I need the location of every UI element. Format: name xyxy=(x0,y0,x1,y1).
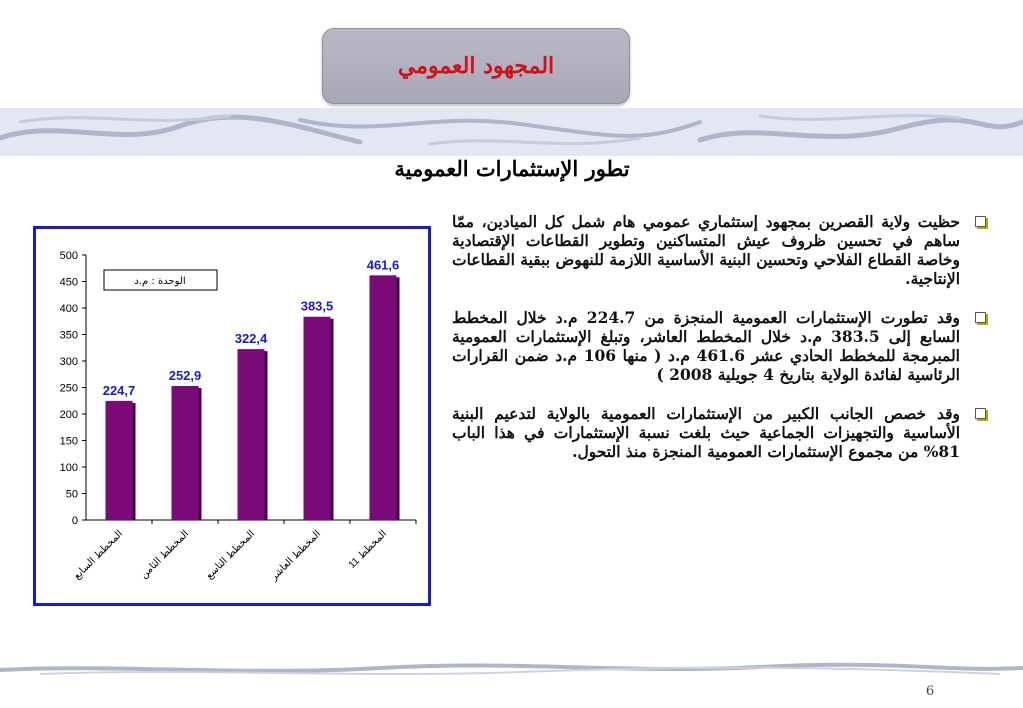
checkbox-bullet-icon xyxy=(975,216,986,227)
bullet-text: وقد خصص الجانب الكبير من الإستثمارات العمومية بالولاية لتدعيم البنية الأساسية والتجهيزات الجماعية حيث بلغت نسبة الإستثمارات في هذا الباب 81% من مجموع الإستثمارات العمومية المنجزة منذ التحول. xyxy=(452,404,960,461)
x-category-label: المخطط العاشر xyxy=(268,528,324,583)
y-tick-label: 350 xyxy=(59,329,78,342)
bar xyxy=(238,349,265,520)
y-tick-label: 500 xyxy=(59,250,78,262)
bar-data-label: 383,5 xyxy=(300,298,334,314)
checkbox-bullet-icon xyxy=(975,408,986,419)
bullet-text: وقد تطورت الإستثمارات العمومية المنجزة من 224.7 م.د خلال المخطط السابع إلى 383.5 م.د خلال المخطط العاشر، وتبلغ الإستثمارات العمومية المبرمجة للمخطط الحادي عشر 461.6 م.د ( منها 106 م.د ضمن القرارات الرئاسية لفائدة الولاية بتاريخ 4 جويلية 2008 ) xyxy=(452,308,960,384)
y-tick-label: 100 xyxy=(59,462,78,474)
x-category-label: المخطط التاسع xyxy=(203,528,258,582)
bullet-item xyxy=(452,212,986,288)
y-tick-label: 200 xyxy=(59,409,78,421)
bar xyxy=(304,317,331,520)
bar xyxy=(106,401,133,520)
decorative-top-band xyxy=(0,108,1023,156)
y-tick-label: 300 xyxy=(59,356,78,368)
bar-data-label: 461,6 xyxy=(366,257,400,273)
y-tick-label: 0 xyxy=(71,515,78,527)
header-title: المجهود العمومي xyxy=(397,53,555,79)
slide-title: تطور الإستثمارات العمومية xyxy=(394,156,630,181)
bullet-text: حظيت ولاية القصرين بمجهود إستثماري عمومي هام شمل كل الميادين، ممّا ساهم في تحسين ظروف عيش المتساكنين وتطوير القطاعات الإقتصادية وخاصة القطاع الفلاحي وتحسين البنية الأساسية اللازمة للنهوض ببقية القطاعات الإنتاجية. xyxy=(452,212,960,288)
x-category-label: المخطط السابع xyxy=(71,528,126,582)
x-category-label: المخطط الثامن xyxy=(138,528,192,581)
header-box xyxy=(322,28,630,104)
y-tick-label: 150 xyxy=(59,435,78,448)
bar xyxy=(370,275,397,520)
bar-chart xyxy=(36,229,428,603)
x-category-label: المخطط 11 xyxy=(346,528,390,571)
bullet-item xyxy=(452,308,986,384)
unit-label: الوحدة : م.د xyxy=(134,276,186,287)
y-tick-label: 450 xyxy=(59,276,78,289)
page-number: 6 xyxy=(925,684,935,699)
bar xyxy=(172,386,199,520)
bullet-item xyxy=(452,404,986,461)
bar-data-label: 224,7 xyxy=(102,382,136,398)
y-tick-label: 400 xyxy=(59,303,78,315)
bar-data-label: 322,4 xyxy=(234,331,268,347)
chart-frame xyxy=(33,226,431,606)
bar-data-label: 252,9 xyxy=(168,367,202,383)
y-tick-label: 50 xyxy=(65,488,78,501)
y-tick-label: 250 xyxy=(59,382,78,395)
bullet-list xyxy=(452,212,986,481)
decorative-bottom-band xyxy=(0,662,1023,678)
checkbox-bullet-icon xyxy=(975,312,986,323)
